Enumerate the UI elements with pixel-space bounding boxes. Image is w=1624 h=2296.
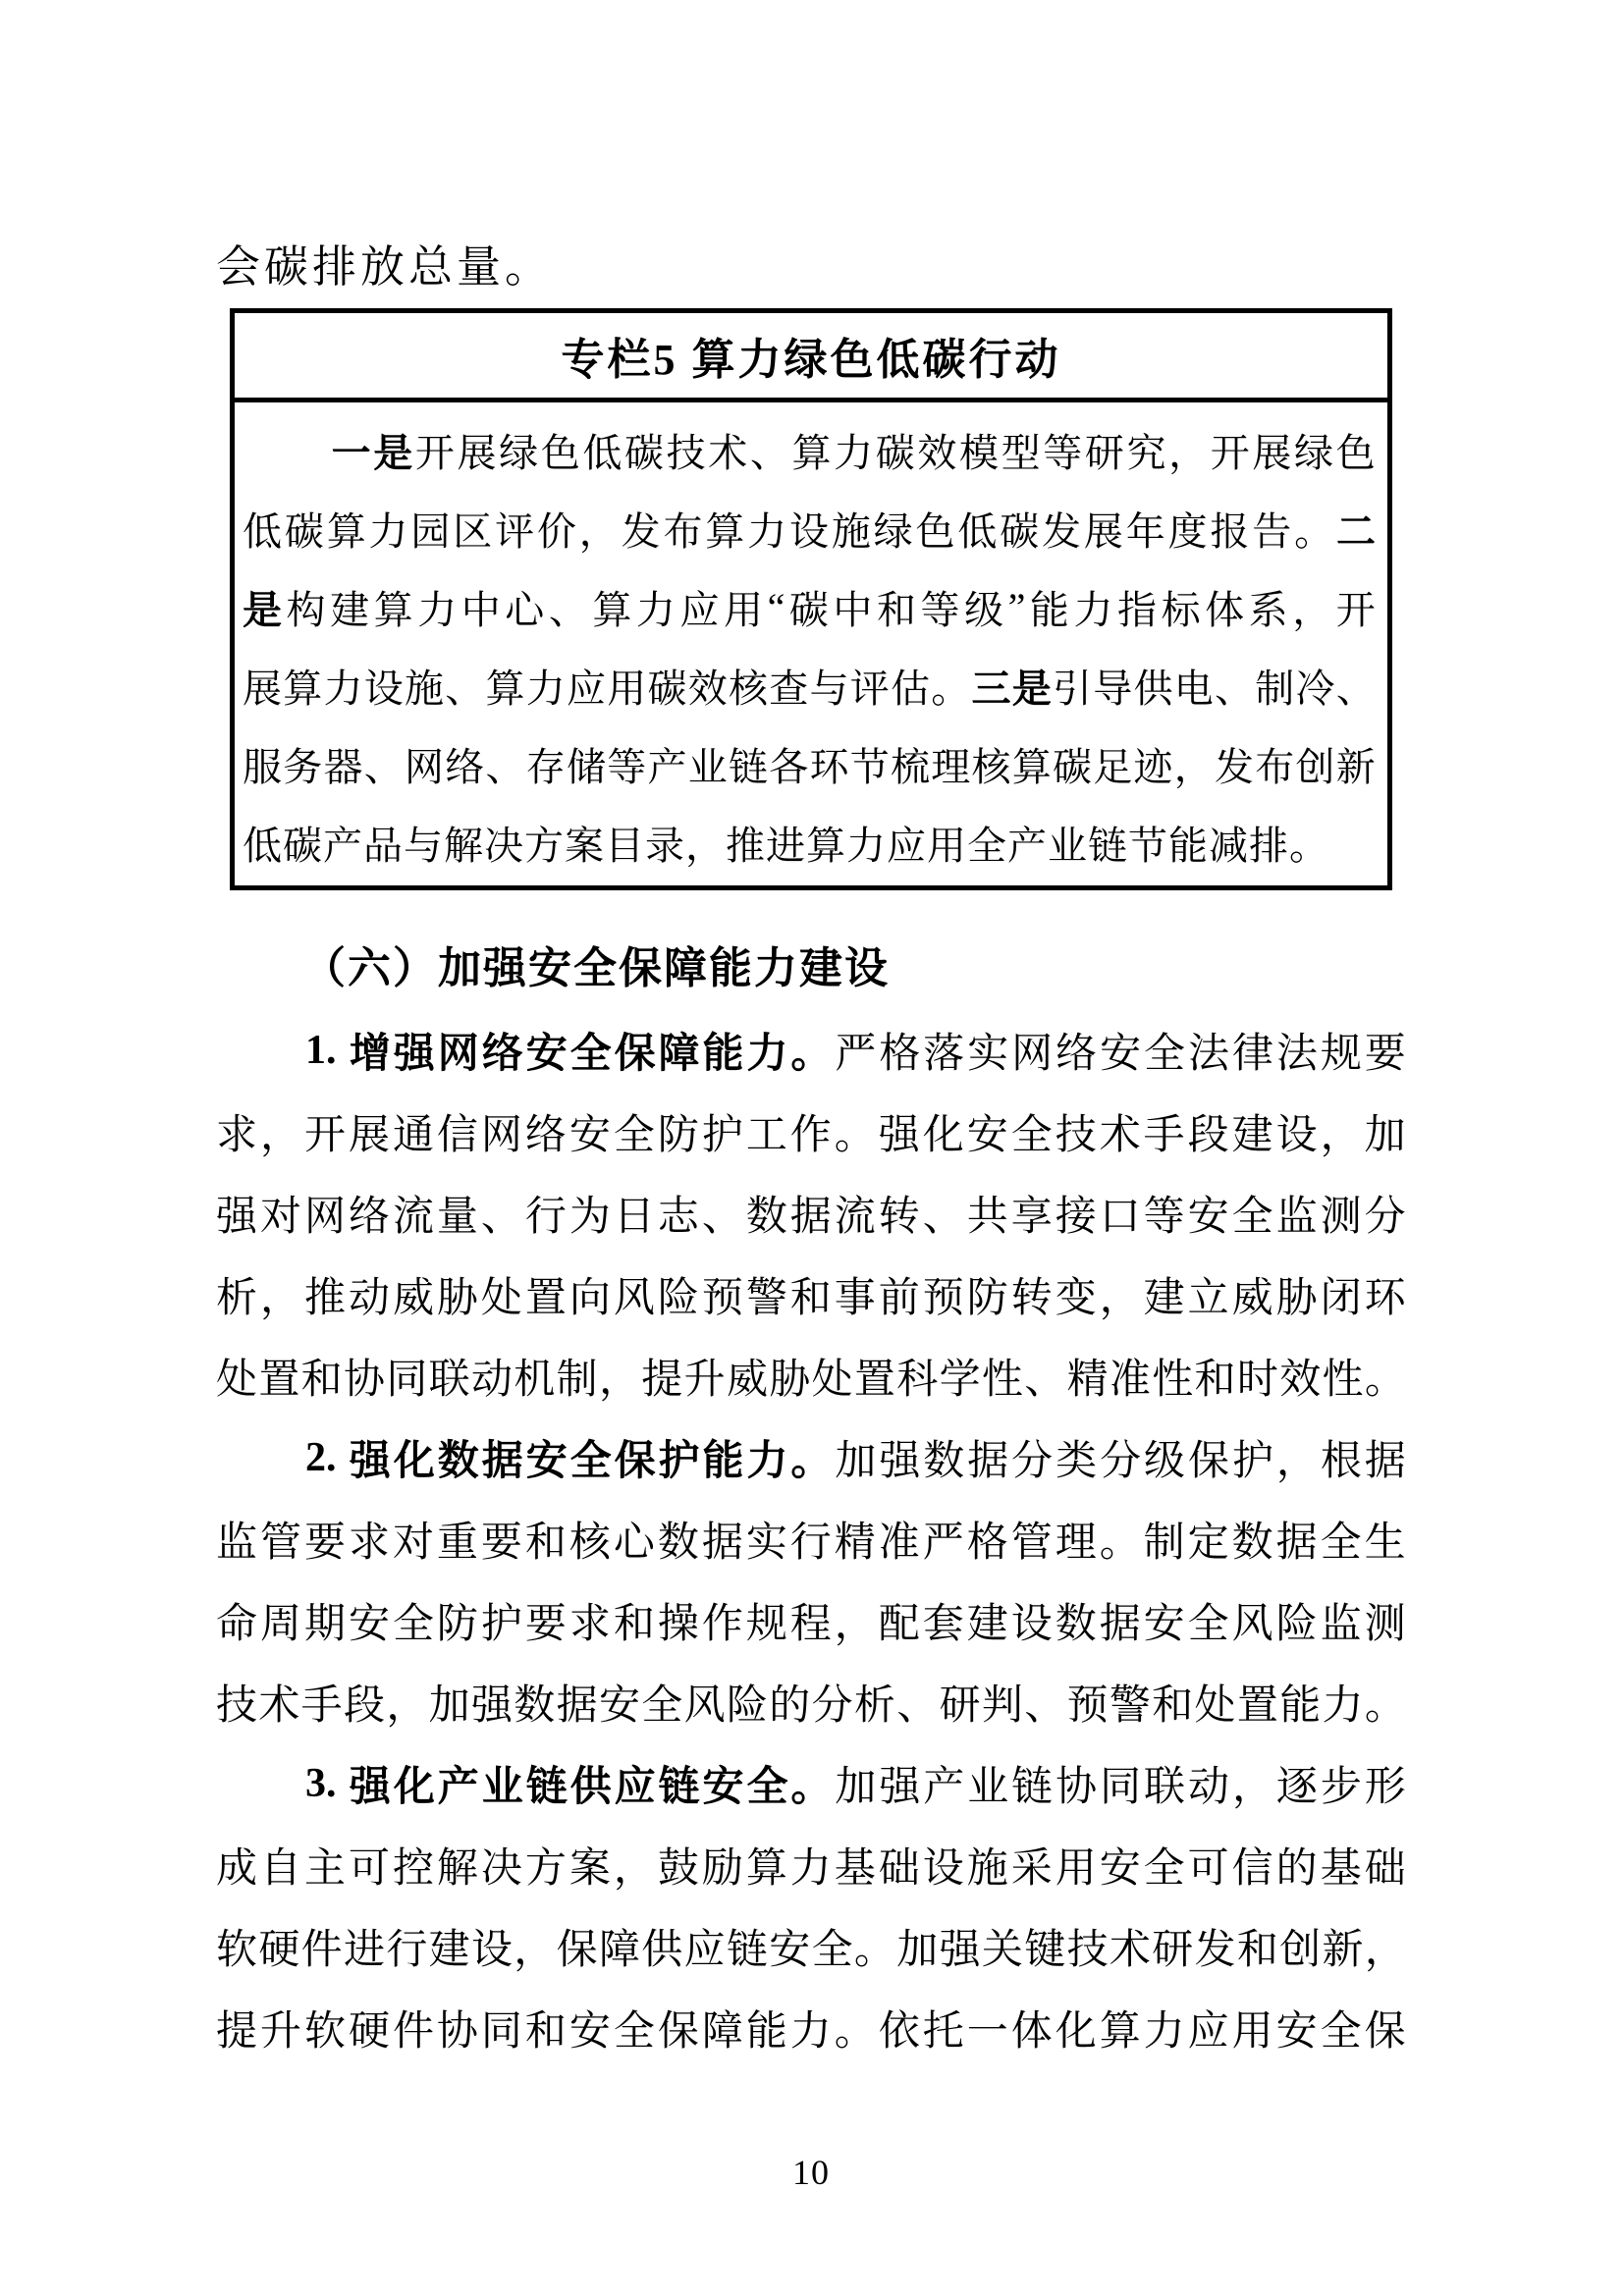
text-line: 强 对 网 络 流 量 、 行 为 日 志 、 数 据 流 转 、 共 享 接 口 等 安 全 监 测 分	[216, 1194, 1406, 1240]
text-line: 2. 强 化 数 据 安 全 保 护 能 力 。 加 强 数 据 分 类 分 级 保 护 ， 根 据	[304, 1434, 1406, 1484]
paragraph-3	[216, 1742, 1406, 2068]
callout-box-title: 专栏5 算力绿色低碳行动	[235, 313, 1387, 402]
text-line: 处 置 和 协 同 联 动 机 制 ， 提 升 威 胁 处 置 科 学 性 、 精 准 性 和 时 效 性 。	[216, 1357, 1406, 1403]
text-line: 求 ， 开 展 通 信 网 络 安 全 防 护 工 作 。 强 化 安 全 技 术 手 段 建 设 ， 加	[216, 1112, 1406, 1158]
paragraph-1	[216, 1009, 1406, 1416]
text-line: 是 构 建 算 力 中 心 、 算 力 应 用 “ 碳 中 和 等 级 ” 能 力 指 标 体 系 ， 开	[243, 584, 1376, 632]
text-line: 监 管 要 求 对 重 要 和 核 心 数 据 实 行 精 准 严 格 管 理 。 制 定 数 据 全 生	[216, 1520, 1406, 1566]
callout-box-body	[235, 402, 1387, 885]
text-line: 一 是 开 展 绿 色 低 碳 技 术 、 算 力 碳 效 模 型 等 研 究 ， 开 展 绿 色	[331, 430, 1376, 475]
text-line: 技 术 手 段 ， 加 强 数 据 安 全 风 险 的 分 析 、 研 判 、 预 警 和 处 置 能 力 。	[216, 1682, 1406, 1729]
page-number: 10	[792, 2153, 830, 2192]
text-line: 服 务 器 、 网 络 、 存 储 等 产 业 链 各 环 节 梳 理 核 算 碳 足 迹 ， 发 布 创 新	[243, 744, 1376, 789]
text-line: 3. 强 化 产 业 链 供 应 链 安 全 。 加 强 产 业 链 协 同 联 动 ， 逐 步 形	[304, 1760, 1406, 1810]
text-line: 低碳产品与解决方案目录，推进算力应用全产业链节能减排。	[243, 823, 1329, 868]
callout-box	[230, 308, 1392, 890]
text-line: 软 硬 件 进 行 建 设 ， 保 障 供 应 链 安 全 。 加 强 关 键 技 术 研 发 和 创 新 ，	[216, 1927, 1406, 1973]
text-line: 低 碳 算 力 园 区 评 价 ， 发 布 算 力 设 施 绿 色 低 碳 发 展 年 度 报 告 。 二	[243, 508, 1376, 554]
text-line: 提 升 软 硬 件 协 同 和 安 全 保 障 能 力 。 依 托 一 体 化 算 力 应 用 安 全 保	[216, 2008, 1406, 2055]
text-line: 展 算 力 设 施 、 算 力 应 用 碳 效 核 查 与 评 估 。 三 是 引 导 供 电 、 制 冷 、	[243, 666, 1376, 711]
text-line: 成 自 主 可 控 解 决 方 案 ， 鼓 励 算 力 基 础 设 施 采 用 安 全 可 信 的 基 础	[216, 1845, 1406, 1892]
section-heading: （六）加强安全保障能力建设	[302, 944, 890, 992]
paragraph-2	[216, 1416, 1406, 1742]
intro-paragraph-line: 会碳排放总量。	[216, 242, 554, 292]
text-line: 1. 增 强 网 络 安 全 保 障 能 力 。 严 格 落 实 网 络 安 全 法 律 法 规 要	[304, 1027, 1406, 1077]
text-line: 析 ， 推 动 威 胁 处 置 向 风 险 预 警 和 事 前 预 防 转 变 ， 建 立 威 胁 闭 环	[216, 1275, 1406, 1321]
text-line: 命 周 期 安 全 防 护 要 求 和 操 作 规 程 ， 配 套 建 设 数 据 安 全 风 险 监 测	[216, 1601, 1406, 1647]
